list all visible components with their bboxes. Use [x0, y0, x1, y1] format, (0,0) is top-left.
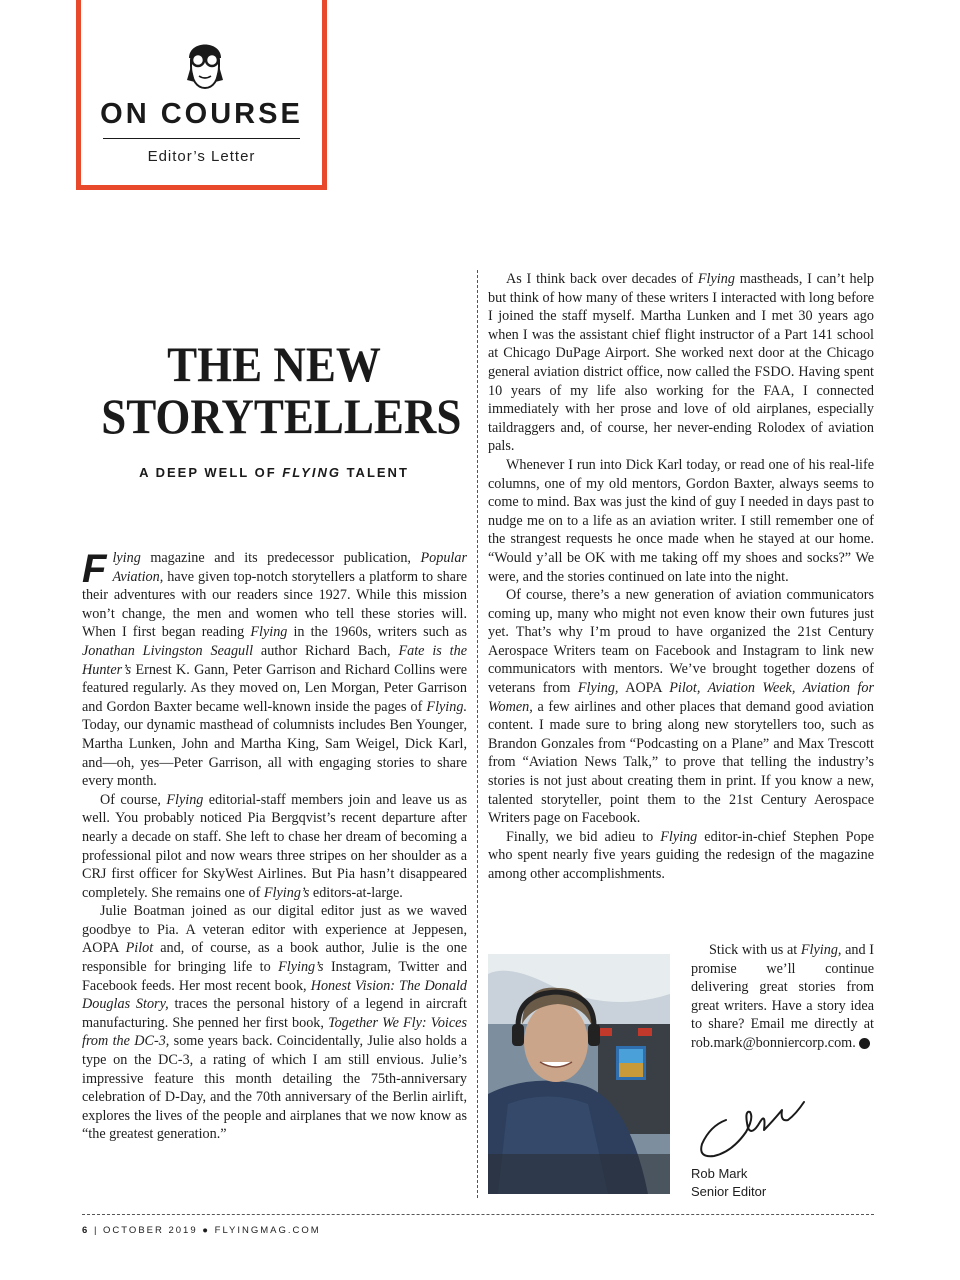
- footer-bullet: ●: [202, 1225, 211, 1236]
- body-text: Julie Boatman joined as our digital editor just as we waved goodbye to Pia. A veteran editor with experience at Jeppesen, AOPA: [82, 903, 467, 957]
- section-badge: [76, 0, 327, 190]
- italic-text: Flying.: [426, 698, 467, 715]
- italic-text: Jonathan Livingston Seagull: [82, 642, 254, 659]
- italic-text: Flying,: [577, 680, 619, 697]
- body-text: Finally, we bid adieu to: [506, 828, 661, 845]
- body-text: Today, our dynamic masthead of columnists includes Ben Younger, Martha Lunken, John and Martha King, Sam Weigel, Dick Karl, and—oh, yes—Peter Garrison, all with engaging stories to share every month.: [82, 717, 467, 790]
- drop-cap: F: [82, 547, 107, 591]
- section-title: ON COURSE: [100, 98, 303, 130]
- site-name: FLYINGMAG.COM: [214, 1225, 321, 1236]
- italic-text: Honest Vision: The Donald Douglas Story,: [82, 977, 468, 1013]
- italic-text: Together We Fly: Voices from the DC-3,: [82, 1014, 467, 1050]
- body-text: author Richard Bach,: [253, 642, 399, 659]
- body-text: some years back. Coincidentally, Julie also holds a type on the DC-3, a rating of which I am still envious. Julie’s impressive feature this month detailing the 75th-anniversary celebration of D-Day, and the 70th anniversary of the Berlin airlift, explores the lives of the people and airplanes that we now know as “the greatest generation.”: [82, 1033, 468, 1143]
- body-text: traces the personal history of a legend in aircraft manufacturing. She penned her first book,: [82, 996, 467, 1031]
- body-text: and I promise we’ll continue delivering great stories from great writers. Have a story idea to share? Email me directly at rob.mark@bonniercorp.com.: [691, 942, 874, 1051]
- end-mark-icon: F: [859, 1038, 870, 1049]
- article-column-1: [82, 549, 467, 1144]
- section-subtitle: Editor’s Letter: [147, 148, 256, 165]
- paragraph: [82, 549, 467, 791]
- italic-text: Flying,: [800, 942, 842, 958]
- italic-text: Pilot, Aviation Week, Aviation for Women,: [488, 680, 874, 715]
- body-text: Of course,: [100, 791, 167, 808]
- body-text: Ernest K. Gann, Peter Garrison and Richard Collins were featured regularly. As they moved on, Len Morgan, Peter Garrison and Gordon Baxter became well-known inside the pages of: [82, 661, 467, 715]
- page-footer: [82, 1225, 321, 1236]
- article-title-line-1: THE NEW: [167, 336, 381, 392]
- paragraph: [488, 270, 874, 456]
- body-text: magazine and its predecessor publication,: [140, 550, 421, 566]
- article-title-line-2: STORYTELLERS: [101, 388, 462, 444]
- author-signoff: [691, 1165, 766, 1201]
- footer-separator: |: [93, 1225, 99, 1236]
- body-text: a few airlines and other places that demand good aviation content. I made sure to bring along new storytellers too, such as Brandon Gonzales from “Podcasting on a Plane” and Max Trescott from “Aviation News Talk,” to prove that telling the industry’s stories is not just about creating them in print. If you know a new, talented storyteller, point them to the 21st Century Aerospace Writers page on Facebook.: [488, 698, 874, 827]
- italic-text: lying: [112, 550, 141, 566]
- paragraph: [82, 791, 467, 903]
- paragraph: [488, 586, 874, 828]
- italic-text: Flying: [697, 271, 735, 287]
- paragraph: [82, 902, 467, 1144]
- body-text: Stick with us at: [709, 942, 801, 958]
- body-text: editorial-staff members join and leave us as well. You probably noticed Pia Bergqvist’s recent departure after nearly a decade on staff. She left to chase her dream of becoming a professional pilot and now wears three stripes on her shoulder as a CRJ first officer for SkyWest Airlines. But Pia hasn’t disappeared completely. She remains one of: [82, 791, 468, 901]
- article-column-2: [488, 270, 874, 884]
- body-text: Instagram, Twitter and Facebook feeds. Her most recent book,: [82, 959, 467, 994]
- deck-text: A DEEP WELL OF: [139, 465, 283, 480]
- body-text: editors-at-large.: [309, 884, 403, 901]
- italic-text: Flying: [166, 791, 204, 808]
- italic-text: Popular Aviation,: [112, 550, 467, 585]
- paragraph: [691, 941, 882, 1053]
- body-text: As I think back over decades of: [506, 271, 698, 287]
- article-deck: [82, 465, 466, 480]
- section-rule: [103, 138, 300, 139]
- page-number: 6: [82, 1225, 90, 1236]
- italic-text: Fate is the Hunter’s: [82, 642, 467, 678]
- body-text: in the 1960s, writers such as: [287, 624, 467, 641]
- body-text: mastheads, I can’t help but think of how many of these writers I interacted with long before I joined the staff myself. Martha Lunken and I met 30 years ago when I was the assistant chief flight instructor of a Part 141 school at Chicago DuPage Airport. She worked next door at the Chicago general aviation district office, now called the FSDO. Having spent 10 years of my life also working for the FAA, I connected immediately with her prose and love of old airplanes, especially taildraggers and, of course, her never-ending Rolodex of aviation pals.: [488, 271, 874, 455]
- italic-text: Pilot: [125, 940, 154, 957]
- author-name: Rob Mark: [691, 1166, 748, 1181]
- body-text: editor-in-chief Stephen Pope who spent nearly five years guiding the redesign of the magazine among other accomplishments.: [488, 828, 874, 882]
- author-role: Senior Editor: [691, 1184, 767, 1199]
- body-text: have given top-notch storytellers a platform to share their adventures with our readers since 1927. While this mission won’t change, the men and women who tell these stories will. When I first began reading: [82, 568, 467, 641]
- paragraph: [488, 828, 874, 884]
- paragraph: Whenever I run into Dick Karl today, or read one of his real-life columns, one of my old mentors, Gordon Baxter, always seems to come to mind. Bax was just the kind of guy I needed in days past to nudge me on to a life as an aviation writer. I still remember one of the strangest requests he once made when he stayed at our home. “Would y’all be OK with me taking off my shoes and socks?” We were, and the stories continued on late into the night.: [488, 456, 874, 585]
- body-text: AOPA: [618, 680, 670, 697]
- deck-text-end: TALENT: [340, 465, 409, 480]
- signature-image: [692, 1092, 812, 1164]
- aviator-head-icon: [183, 36, 227, 90]
- article-column-3: [691, 941, 882, 1053]
- italic-text: Flying’s: [263, 884, 310, 901]
- italic-text: Flying: [660, 828, 698, 845]
- italic-text: Flying: [250, 624, 288, 641]
- author-photo: [488, 954, 670, 1194]
- article-title: [101, 336, 462, 444]
- italic-text: Flying’s: [278, 959, 324, 976]
- body-text: Of course, there’s a new generation of aviation communicators coming up, many who might not even know their own futures just yet. That’s why I’m proud to have organized the 21st Century Aerospace Writers team on Facebook and Instagram to link new communicators with mentors. We’ve brought together dozens of veterans from: [488, 587, 874, 697]
- footer-divider: [82, 1214, 874, 1215]
- deck-magazine-name: FLYING: [282, 465, 341, 480]
- issue-date: OCTOBER 2019: [103, 1225, 198, 1236]
- column-divider: [477, 270, 478, 1198]
- body-text: and, of course, as a book author, Julie is the one responsible for bringing life to: [82, 940, 468, 976]
